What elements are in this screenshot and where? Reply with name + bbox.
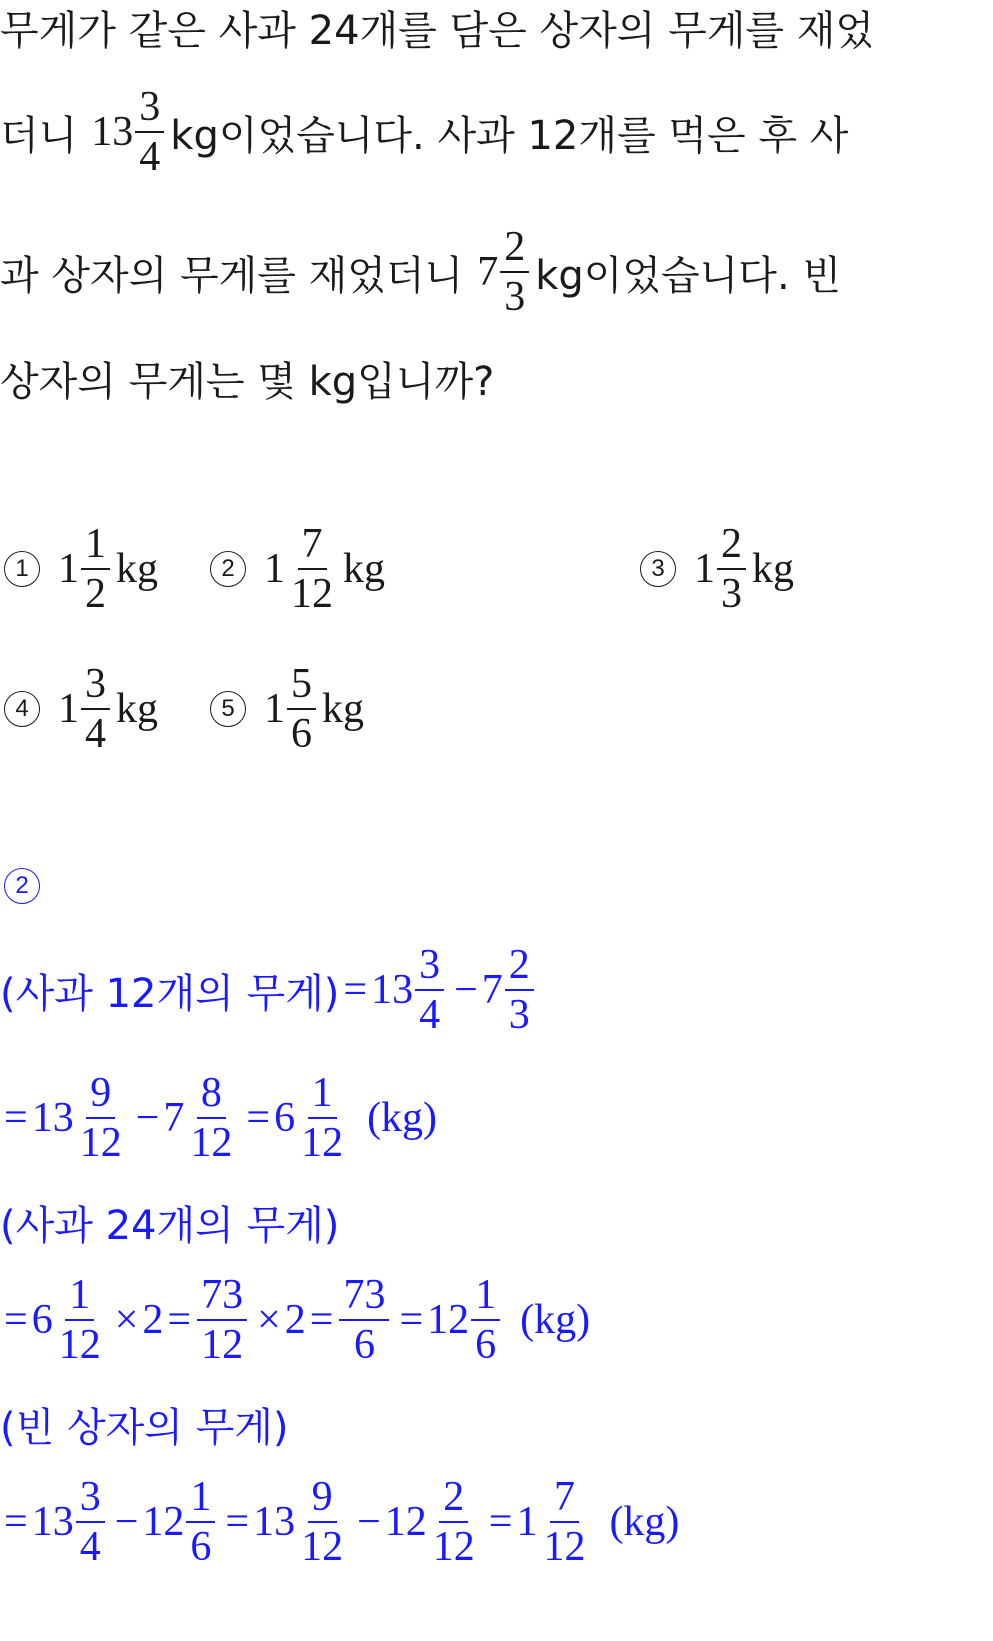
fraction	[135, 85, 164, 179]
equals-sign: =	[488, 1499, 513, 1545]
question-text: 과 상자의 무게를 재었더니	[0, 252, 464, 299]
mixed-whole: 12	[142, 1499, 185, 1545]
denominator: 3	[508, 992, 530, 1038]
equals-sign: =	[4, 1499, 28, 1545]
unit: kg	[322, 686, 364, 733]
option-marker: 1	[4, 551, 40, 587]
denominator: 4	[139, 134, 161, 180]
solution-heading: (빈 상자의 무게)	[0, 1404, 289, 1451]
minus-sign: −	[135, 1095, 160, 1141]
fraction	[297, 1071, 347, 1165]
mixed-whole: 6	[31, 1297, 53, 1343]
fraction	[287, 522, 337, 616]
equals-sign: =	[246, 1095, 271, 1141]
fraction	[197, 1273, 247, 1367]
denominator: 3	[504, 274, 526, 320]
fraction	[55, 1273, 105, 1367]
option-5[interactable]	[210, 662, 364, 756]
denominator: 2	[85, 571, 106, 618]
denominator: 6	[475, 1322, 497, 1368]
mixed-whole: 13	[91, 109, 134, 155]
numerator: 7	[550, 1475, 579, 1523]
numerator: 2	[500, 225, 529, 273]
option-marker: 5	[210, 691, 246, 727]
numerator: 1	[471, 1273, 500, 1321]
equals-sign: =	[167, 1297, 192, 1343]
denominator: 12	[201, 1322, 244, 1368]
fraction	[76, 1475, 105, 1569]
unit: kg	[752, 546, 794, 593]
denominator: 4	[79, 1524, 101, 1570]
numerator: 3	[415, 943, 444, 991]
solution-line-5	[0, 1398, 288, 1450]
equals-sign: =	[399, 1297, 424, 1343]
fraction	[500, 225, 529, 319]
mixed-whole: 7	[477, 249, 499, 295]
question-text: 상자의 무게는 몇 kg입니까?	[0, 358, 495, 405]
numerator: 9	[308, 1475, 337, 1523]
solution-line-2	[0, 1068, 437, 1168]
fraction	[81, 662, 110, 756]
solution-heading: (사과 12개의 무게)	[0, 970, 340, 1017]
option-marker: 3	[640, 551, 676, 587]
times-sign: ×	[257, 1297, 281, 1343]
solution-line-4	[0, 1270, 590, 1370]
denominator: 6	[291, 711, 312, 758]
fraction	[539, 1475, 589, 1569]
unit: kg	[116, 546, 158, 593]
option-1[interactable]	[4, 522, 158, 616]
fraction	[415, 943, 444, 1037]
option-3[interactable]	[640, 522, 794, 616]
mixed-whole: 1	[264, 686, 285, 733]
solution-heading: (사과 24개의 무게)	[0, 1202, 340, 1249]
numerator: 5	[287, 662, 316, 710]
fraction	[429, 1475, 479, 1569]
numerator: 1	[186, 1475, 215, 1523]
minus-sign: −	[454, 967, 478, 1013]
denominator: 12	[301, 1524, 344, 1570]
solution-line-3	[0, 1196, 339, 1248]
denominator: 4	[85, 711, 106, 758]
numerator: 73	[339, 1273, 389, 1321]
unit: (kg)	[367, 1095, 438, 1141]
denominator: 12	[301, 1120, 344, 1166]
numerator: 1	[308, 1071, 337, 1119]
numerator: 2	[439, 1475, 468, 1523]
mixed-whole: 13	[253, 1499, 296, 1545]
fraction	[186, 1475, 215, 1569]
number: 2	[284, 1297, 306, 1343]
numerator: 2	[717, 522, 746, 570]
times-sign: ×	[114, 1297, 139, 1343]
equals-sign: =	[4, 1297, 28, 1343]
denominator: 12	[79, 1120, 122, 1166]
number: 2	[142, 1297, 164, 1343]
unit: (kg)	[520, 1297, 591, 1343]
fraction	[81, 522, 110, 616]
solution-line-1	[0, 940, 540, 1040]
numerator: 1	[81, 522, 110, 570]
numerator: 1	[65, 1273, 94, 1321]
numerator: 3	[135, 85, 164, 133]
question-text: kg이었습니다. 사과 12개를 먹은 후 사	[170, 112, 849, 159]
fraction	[76, 1071, 126, 1165]
unit: (kg)	[609, 1499, 680, 1545]
option-4[interactable]	[4, 662, 158, 756]
solution-line-6	[0, 1472, 679, 1572]
question-line-1	[0, 2, 874, 52]
fraction	[717, 522, 746, 616]
minus-sign: −	[114, 1499, 139, 1545]
numerator: 3	[76, 1475, 105, 1523]
unit: kg	[116, 686, 158, 733]
question-text: 더니	[0, 112, 78, 159]
equals-sign: =	[343, 967, 368, 1013]
fraction	[186, 1071, 236, 1165]
mixed-whole: 6	[274, 1095, 296, 1141]
mixed-whole: 1	[58, 686, 79, 733]
denominator: 12	[58, 1322, 101, 1368]
denominator: 12	[291, 571, 333, 618]
answer-marker: 2	[4, 868, 40, 904]
mixed-whole: 1	[264, 546, 285, 593]
numerator: 73	[197, 1273, 247, 1321]
equals-sign: =	[4, 1095, 28, 1141]
numerator: 3	[81, 662, 110, 710]
mixed-whole: 1	[694, 546, 715, 593]
mixed-whole: 13	[31, 1499, 74, 1545]
fraction	[287, 662, 316, 756]
question-line-4	[0, 352, 494, 404]
mixed-whole: 12	[384, 1499, 427, 1545]
mixed-whole: 1	[58, 546, 79, 593]
minus-sign: −	[357, 1499, 381, 1545]
option-marker: 4	[4, 691, 40, 727]
option-2[interactable]	[210, 522, 385, 616]
mixed-whole: 7	[163, 1095, 185, 1141]
equals-sign: =	[309, 1297, 334, 1343]
mixed-whole: 13	[31, 1095, 74, 1141]
denominator: 12	[432, 1524, 475, 1570]
unit: kg	[343, 546, 385, 593]
numerator: 9	[86, 1071, 115, 1119]
answer-mark	[4, 868, 58, 904]
fraction	[339, 1273, 389, 1367]
question-text: kg이었습니다. 빈	[535, 252, 842, 299]
question-line-2	[0, 82, 848, 182]
fraction	[505, 943, 534, 1037]
mixed-whole: 1	[516, 1499, 538, 1545]
question-line-3	[0, 222, 841, 322]
mixed-whole: 7	[481, 967, 503, 1013]
denominator: 12	[190, 1120, 233, 1166]
mixed-whole: 13	[371, 967, 414, 1013]
mixed-whole: 12	[427, 1297, 470, 1343]
option-marker: 2	[210, 551, 246, 587]
question-text: 무게가 같은 사과 24개를 담은 상자의 무게를 재었	[0, 7, 875, 54]
denominator: 6	[353, 1322, 375, 1368]
equals-sign: =	[225, 1499, 250, 1545]
numerator: 7	[298, 522, 327, 570]
denominator: 12	[543, 1524, 586, 1570]
numerator: 8	[197, 1071, 226, 1119]
numerator: 2	[505, 943, 534, 991]
denominator: 6	[190, 1524, 212, 1570]
denominator: 4	[419, 992, 441, 1038]
denominator: 3	[721, 571, 742, 618]
fraction	[471, 1273, 500, 1367]
fraction	[297, 1475, 347, 1569]
